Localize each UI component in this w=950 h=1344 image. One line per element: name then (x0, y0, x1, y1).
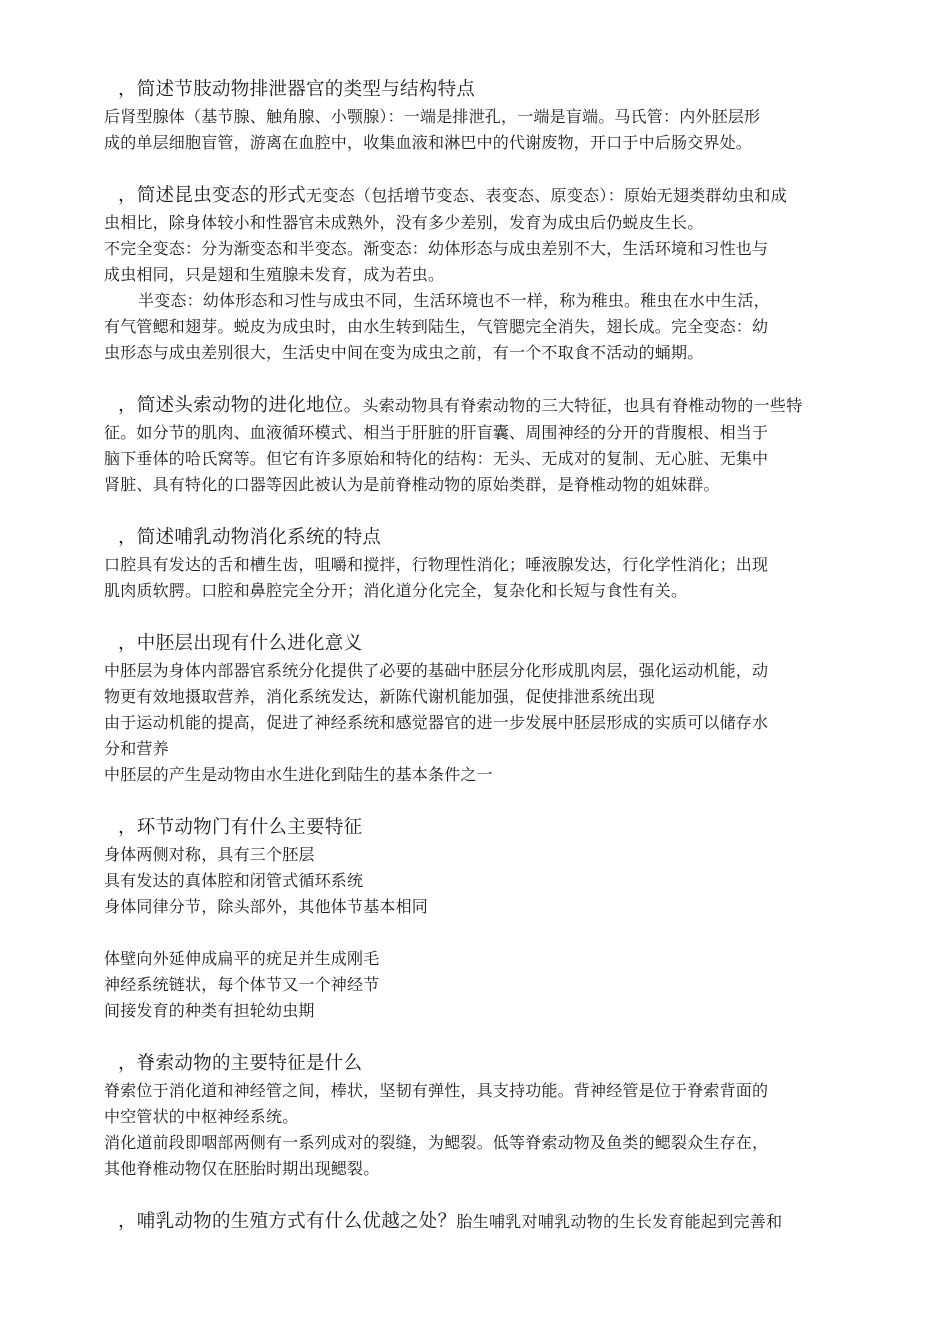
section-6-line-1: 身体两侧对称，具有三个胚层 (104, 845, 315, 864)
section-4-heading: ，简述哺乳动物消化系统的特点 (118, 527, 382, 548)
section-2-heading-rest: 无变态（包括增节变态、表变态、原变态）：原始无翅类群幼虫和成 (306, 186, 788, 205)
section-4-line-1: 口腔具有发达的舌和槽生齿，咀嚼和搅拌，行物理性消化；唾液腺发达，行化学性消化；出现 (104, 555, 769, 574)
section-5-heading: ，中胚层出现有什么进化意义 (118, 633, 363, 654)
section-6-line-5: 神经系统链状，每个体节又一个神经节 (104, 975, 380, 994)
section-6-line-2: 具有发达的真体腔和闭管式循环系统 (104, 871, 364, 890)
section-6-line-4: 体壁向外延伸成扁平的疣足并生成刚毛 (104, 949, 380, 968)
section-2-line-3: 成虫相同，只是翅和生殖腺未发育，成为若虫。 (104, 265, 445, 284)
section-6-line-6: 间接发育的种类有担轮幼虫期 (104, 1001, 315, 1020)
section-5-line-4: 分和营养 (104, 739, 169, 758)
section-6-line-3: 身体同律分节，除头部外，其他体节基本相同 (104, 897, 429, 916)
document-page (104, 76, 856, 1236)
section-5-line-1: 中胚层为身体内部器官系统分化提供了必要的基础中胚层分化形成肌肉层，强化运动机能，动 (104, 661, 769, 680)
section-3-heading-line (104, 392, 856, 420)
section-2-line-4: 半变态：幼体形态和习性与成虫不同，生活环境也不一样，称为稚虫。稚虫在水中生活， (138, 291, 770, 310)
section-3-heading-rest: 头索动物具有脊索动物的三大特征，也具有脊椎动物的一些特 (362, 396, 803, 415)
section-2-heading-line (104, 182, 856, 210)
section-8-heading: ，哺乳动物的生殖方式有什么优越之处？ (118, 1211, 457, 1232)
section-7-line-2: 中空管状的中枢神经系统。 (104, 1107, 299, 1126)
section-2-line-1: 虫相比，除身体较小和性器官未成熟外，没有多少差别，发育为成虫后仍蜕皮生长。 (104, 213, 704, 232)
section-2-line-6: 虫形态与成虫差别很大，生活史中间在变为成虫之前，有一个不取食不活动的蛹期。 (104, 343, 704, 362)
section-5-line-2: 物更有效地摄取营养，消化系统发达，新陈代谢机能加强，促使排泄系统出现 (104, 687, 655, 706)
section-2-line-2: 不完全变态：分为渐变态和半变态。渐变态：幼体形态与成虫差别不大，生活环境和习性也与 (104, 239, 769, 258)
section-1-line-1: 后肾型腺体（基节腺、触角腺、小颚腺）：一端是排泄孔，一端是盲端。马氏管：内外胚层形 (104, 107, 761, 126)
section-7-line-3: 消化道前段即咽部两侧有一系列成对的裂缝，为鳃裂。低等脊索动物及鱼类的鳃裂众生存在， (104, 1133, 769, 1152)
section-8-heading-rest: 胎生哺乳对哺乳动物的生长发育能起到完善和 (456, 1212, 783, 1231)
section-8-heading-line (104, 1208, 856, 1236)
section-4-line-2: 肌肉质软腭。口腔和鼻腔完全分开；消化道分化完全，复杂化和长短与食性有关。 (104, 581, 688, 600)
section-7-line-1: 脊索位于消化道和神经管之间，棒状，坚韧有弹性，具支持功能。背神经管是位于脊索背面的 (104, 1081, 769, 1100)
section-5-line-3: 由于运动机能的提高，促进了神经系统和感觉器官的进一步发展中胚层形成的实质可以储存水 (104, 713, 769, 732)
section-7-heading: ，脊索动物的主要特征是什么 (118, 1053, 363, 1074)
section-3-line-3: 肾脏、具有特化的口器等因此被认为是前脊椎动物的原始类群，是脊椎动物的姐妹群。 (104, 475, 720, 494)
section-3-heading: ，简述头索动物的进化地位。 (118, 395, 363, 416)
section-2-line-5: 有气管鳃和翅芽。蜕皮为成虫时，由水生转到陆生，气管腮完全消失，翅长成。完全变态：幼 (104, 317, 769, 336)
section-3-line-1: 征。如分节的肌肉、血液循环模式、相当于肝脏的肝盲囊、周围神经的分开的背腹根、相当于 (104, 423, 769, 442)
section-1-line-2: 成的单层细胞盲管，游离在血腔中，收集血液和淋巴中的代谢废物，开口于中后肠交界处。 (104, 133, 753, 152)
section-6-heading: ，环节动物门有什么主要特征 (118, 817, 363, 838)
section-5-line-5: 中胚层的产生是动物由水生进化到陆生的基本条件之一 (104, 765, 493, 784)
section-2-heading: ，简述昆虫变态的形式 (118, 185, 307, 206)
section-1-heading: ，简述节肢动物排泄器官的类型与结构特点 (118, 79, 476, 100)
section-7-line-4: 其他脊椎动物仅在胚胎时期出现鳃裂。 (104, 1159, 380, 1178)
section-3-line-2: 脑下垂体的哈氏窝等。但它有许多原始和特化的结构：无头、无成对的复制、无心脏、无集中 (104, 449, 769, 468)
